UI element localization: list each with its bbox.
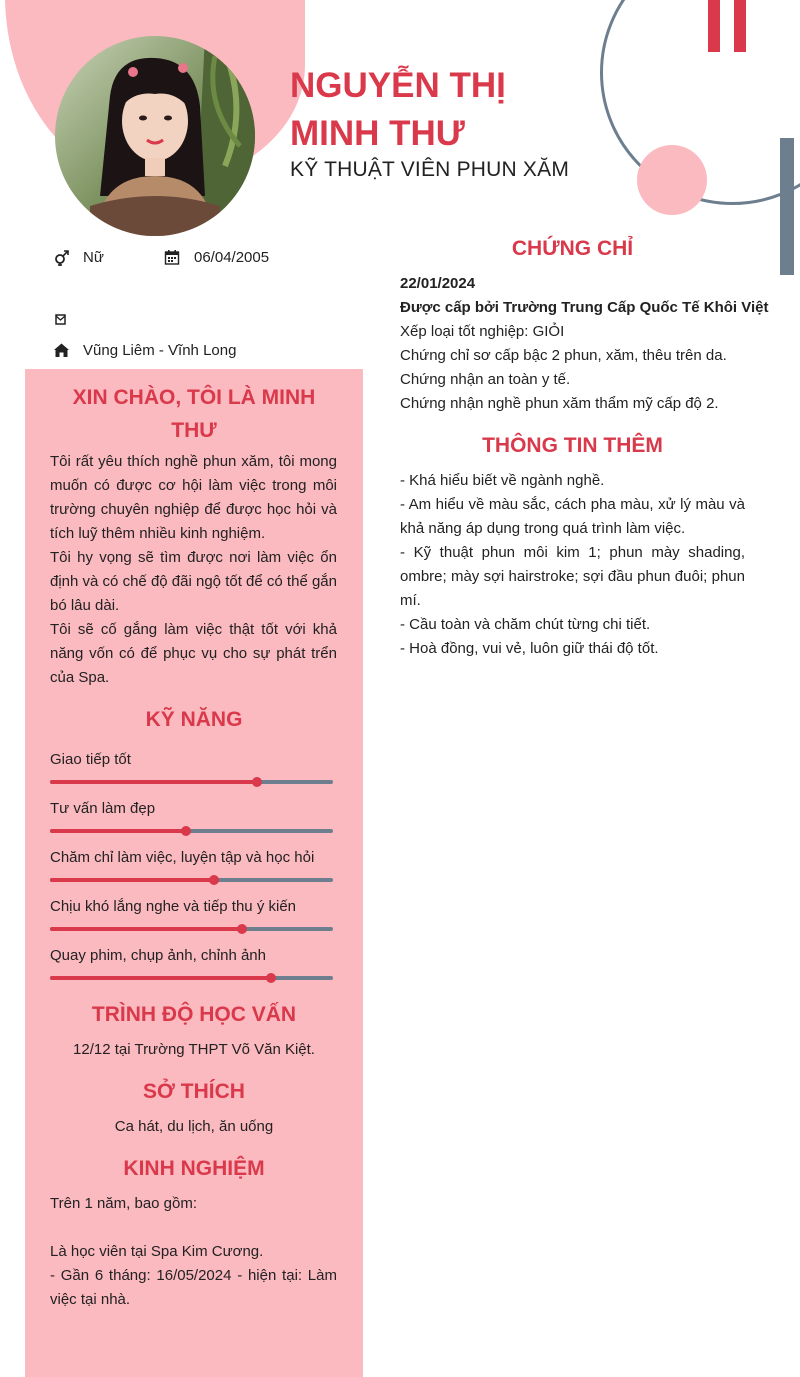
skill-level-fill xyxy=(50,780,257,784)
hobbies-title: SỞ THÍCH xyxy=(143,1080,245,1103)
more-info-list xyxy=(400,469,745,661)
contact-address xyxy=(52,341,236,359)
decor-red-bar xyxy=(708,0,720,52)
education-title: TRÌNH ĐỘ HỌC VẤN xyxy=(91,1003,297,1026)
intro-paragraph: Tôi rất yêu thích nghề phun xăm, tôi mong muốn có được cơ hội làm việc trong môi trường chuyên nghiệp để được học hỏi và tích luỹ thêm nhiều kinh nghiệm. xyxy=(50,453,337,542)
more-info-title: THÔNG TIN THÊM xyxy=(482,434,663,457)
experience-text xyxy=(50,1192,337,1312)
decor-pink-dot xyxy=(637,145,707,215)
birthdate-value: 06/04/2005 xyxy=(194,248,270,266)
contact-gender xyxy=(52,248,104,266)
skills-title: KỸ NĂNG xyxy=(145,708,243,731)
skill-level-bar xyxy=(50,878,333,882)
intro-title xyxy=(25,381,363,447)
calendar-icon xyxy=(163,248,181,266)
intro-text xyxy=(50,450,337,690)
skill-label: Chăm chỉ làm việc, luyện tập và học hỏi xyxy=(50,849,315,866)
skill-level-fill xyxy=(50,927,242,931)
gender-value: Nữ xyxy=(83,248,104,266)
candidate-name xyxy=(290,62,590,158)
hobbies-text: Ca hát, du lịch, ăn uống xyxy=(114,1118,274,1135)
address-value: Vũng Liêm - Vĩnh Long xyxy=(83,341,237,359)
skill-label: Tư vấn làm đẹp xyxy=(50,800,156,817)
intro-paragraph: Tôi hy vọng sẽ tìm được nơi làm việc ổn định và có chế độ đãi ngộ tốt để có thể gắn bó lâu dài. xyxy=(50,549,337,614)
candidate-name-line2: MINH THƯ xyxy=(290,114,465,153)
contact-birthdate xyxy=(163,248,269,266)
skill-level-fill xyxy=(50,829,186,833)
skill-label: Quay phim, chụp ảnh, chỉnh ảnh xyxy=(50,947,266,964)
education-text: 12/12 tại Trường THPT Võ Văn Kiệt. xyxy=(73,1041,315,1058)
skill-level-fill xyxy=(50,976,271,980)
job-title: KỸ THUẬT VIÊN PHUN XĂM xyxy=(290,158,570,181)
skill-level-bar xyxy=(50,780,333,784)
more-info-item: - Kỹ thuật phun môi kim 1; phun mày shading, ombre; mày sợi hairstroke; sợi đầu phun đuôi; phun mí. xyxy=(400,544,745,609)
decor-red-bar xyxy=(734,0,746,52)
certificate-line: Chứng chỉ sơ cấp bậc 2 phun, xăm, thêu trên da. xyxy=(400,347,727,364)
more-info-item: - Hoà đồng, vui vẻ, luôn giữ thái độ tốt. xyxy=(400,640,659,657)
experience-line: Trên 1 năm, bao gồm: xyxy=(50,1195,198,1212)
experience-title: KINH NGHIỆM xyxy=(123,1157,265,1180)
more-info-item: - Khá hiểu biết về ngành nghề. xyxy=(400,472,605,489)
intro-title-line1: XIN CHÀO, TÔI LÀ MINH xyxy=(72,386,316,409)
certificate-line: Chứng nhận nghề phun xăm thẩm mỹ cấp độ 2. xyxy=(400,395,719,412)
contact-email xyxy=(52,310,83,328)
skill-label: Chịu khó lắng nghe và tiếp thu ý kiến xyxy=(50,898,296,915)
skill-level-bar xyxy=(50,829,333,833)
certificate-line: Xếp loại tốt nghiệp: GIỎI xyxy=(400,323,565,340)
candidate-name-line1: NGUYỄN THỊ xyxy=(290,66,506,105)
skill-level-bar xyxy=(50,976,333,980)
experience-line: - Gần 6 tháng: 16/05/2024 - hiện tại: Làm việc tại nhà. xyxy=(50,1267,337,1308)
gender-icon xyxy=(52,248,70,266)
skill-level-knob xyxy=(181,826,191,836)
certificates-title: CHỨNG CHỈ xyxy=(511,237,634,260)
skill-level-bar xyxy=(50,927,333,931)
skill-label: Giao tiếp tốt xyxy=(50,751,131,768)
skill-level-fill xyxy=(50,878,214,882)
certificate-line: Chứng nhận an toàn y tế. xyxy=(400,371,571,388)
skill-level-knob xyxy=(266,973,276,983)
profile-photo xyxy=(55,36,255,236)
more-info-item: - Cầu toàn và chăm chút từng chi tiết. xyxy=(400,616,651,633)
intro-paragraph: Tôi sẽ cố gắng làm việc thật tốt với khả năng vốn có để phục vụ cho sự phát trển của Spa. xyxy=(50,621,337,686)
decor-grey-bar xyxy=(780,138,794,275)
certificate-issuer: Được cấp bởi Trường Trung Cấp Quốc Tế Khôi Việt xyxy=(400,299,769,316)
more-info-item: - Am hiểu về màu sắc, cách pha màu, xử lý màu và khả năng áp dụng trong quá trình làm việc. xyxy=(400,496,745,537)
certificate-date: 22/01/2024 xyxy=(400,275,476,292)
intro-title-line2: THƯ xyxy=(171,419,217,442)
experience-line: Là học viên tại Spa Kim Cương. xyxy=(50,1243,264,1260)
envelope-icon xyxy=(52,310,70,328)
skill-level-knob xyxy=(252,777,262,787)
home-icon xyxy=(52,341,70,359)
